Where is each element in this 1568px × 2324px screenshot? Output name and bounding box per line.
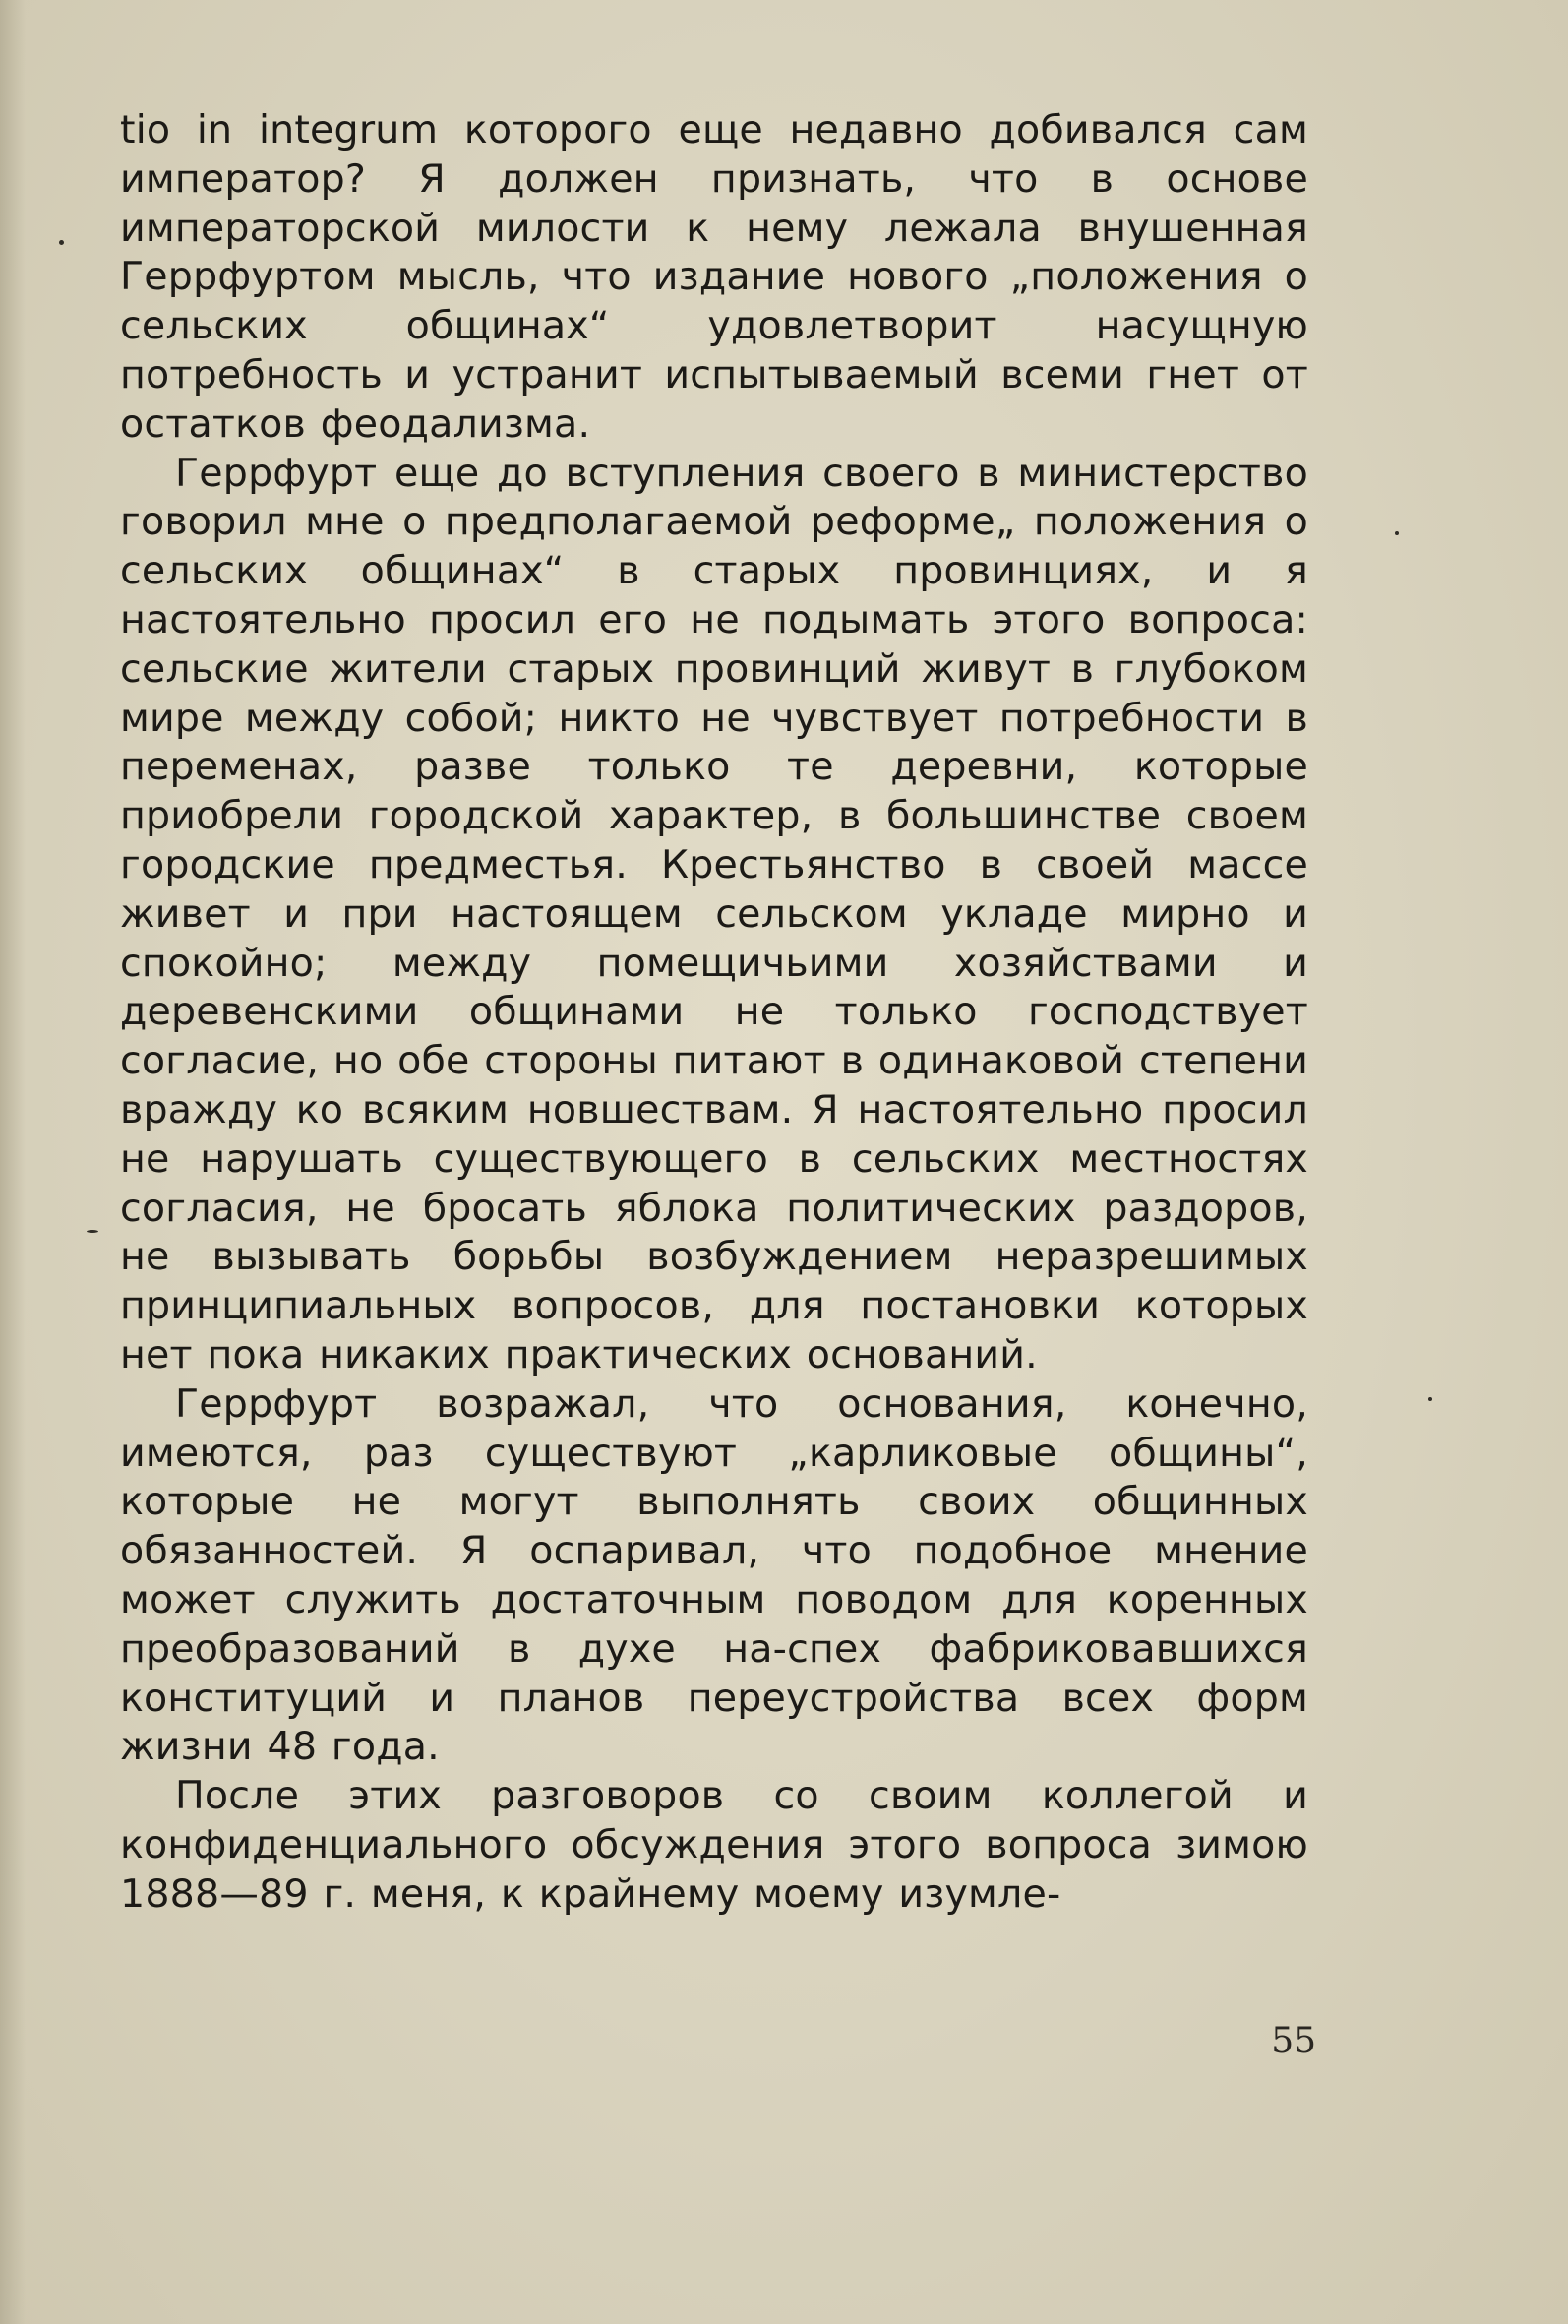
page-edge-shadow	[0, 0, 26, 2324]
ink-speck	[1428, 1397, 1432, 1401]
paragraph-2: Геррфурт еще до вступления своего в министерство говорил мне о предполагаемой реформе„ положения о сельских общинах“ в старых провинциях, и я настоятельно просил его не подымать этого вопроса: сельские жители старых провинций живут в глубоком мире между собой; никто не чувствует потребности в переменах, разве только те деревни, которые приобрели городской характер, в большинстве своем городские предместья. Крестьянство в своей массе живет и при настоящем сельском укладе мирно и спокойно; между помещичьими хозяйствами и деревенскими общинами не только господствует согласие, но обе стороны питают в одинаковой степени вражду ко всяким новшествам. Я настоятельно просил не нарушать существующего в сельских местностях согласия, не бросать яблока политических раздоров, не вызывать борьбы возбуждением неразрешимых принципиальных вопросов, для постановки которых нет пока никаких практических оснований.	[120, 450, 1308, 1377]
ink-speck	[1395, 531, 1399, 535]
ink-speck	[59, 240, 64, 245]
paragraph-1: tio in integrum которого еще недавно добивался сам император? Я должен признать, что в основе императорской милости к нему лежала внушенная Геррфуртом мысль, что издание нового „положения о сельских общинах“ удовлетворит насущную потребность и устранит испытываемый всеми гнет от остатков феодализма.	[120, 107, 1308, 447]
page-number: 55	[1271, 2021, 1316, 2061]
ink-speck	[87, 1230, 98, 1233]
body-text	[120, 106, 1308, 1919]
paragraph-4: После этих разговоров со своим коллегой и конфиденциального обсуждения этого вопроса зимою 1888—89 г. меня, к крайнему моему изумле-	[120, 1773, 1308, 1917]
paragraph-3: Геррфурт возражал, что основания, конечно, имеются, раз существуют „карликовые общины“, которые не могут выполнять своих общинных обязанностей. Я оспаривал, что подобное мнение может служить достаточным поводом для коренных преобразований в духе на-спех фабриковавшихся конституций и планов переустройства всех форм жизни 48 года.	[120, 1380, 1308, 1770]
